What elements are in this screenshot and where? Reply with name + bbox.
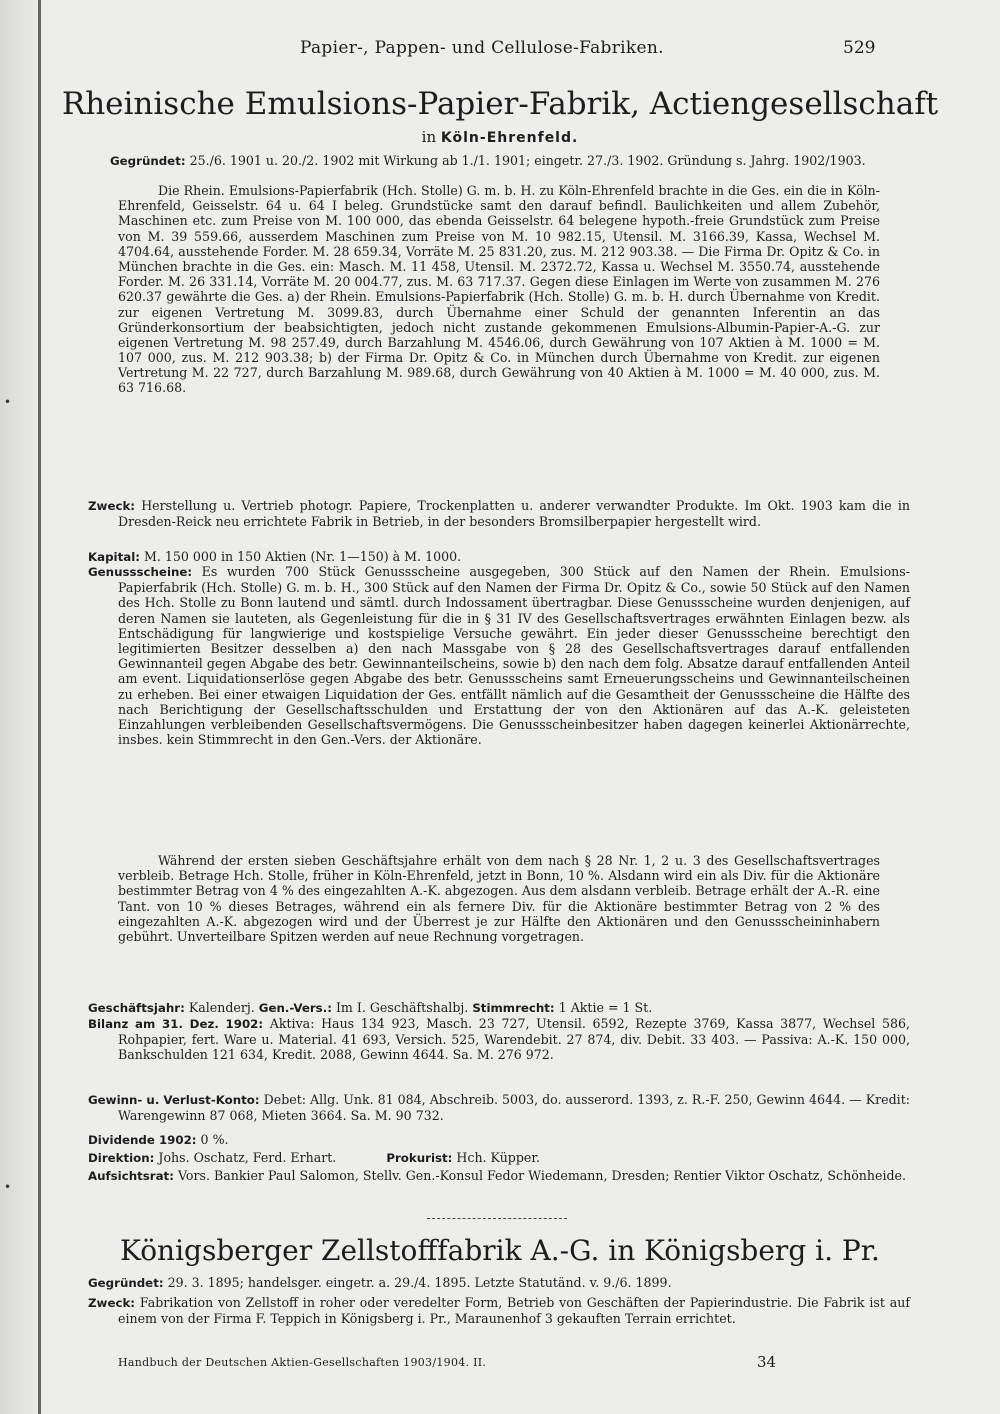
- company-title-1: Rheinische Emulsions-Papier-Fabrik, Actiengesellschaft: [61, 86, 939, 122]
- entry-genussscheine-1: Genussscheine: Es wurden 700 Stück Genussscheine ausgegeben, 300 Stück auf den Namen der Rhein. Emulsions-Papierfabrik (Hch. Stolle) G. m. b. H., 300 Stück auf den Namen der Firma Dr. Opitz & Co., sowie 50 Stück auf den Namen des Hch. Stolle zu Bonn lautend und sämtl. durch Indossament übertragbar. Diese Genussscheine wurden denjenigen, auf deren Namen sie lauteten, als Gegenleistung für die in § 31 IV des Gesellschaftsvertrages erwähnten Einlagen bezw. als Entschädigung für langwierige und kostspielige Versuche gewährt. Ein jeder dieser Genussscheine berechtigt den legitimierten Besitzer desselben a) den nach Massgabe von § 28 des Gesellschaftsvertrages darauf entfallenden Gewinnanteil gegen Abgabe des betr. Gewinnanteilscheins, sowie b) den nach dem folg. Absatze darauf entfallenden Anteil am event. Liquidationserlöse gegen Abgabe des betr. Genussscheins samt Erneuerungsscheins und Gewinnanteilscheinen zu erheben. Bei einer etwaigen Liquidation der Ges. entfällt nämlich auf die Gesamtheit der Genussscheine die Hälfte des nach Berichtigung der Gesellschaftsschulden und Erstattung der von den Aktionären auf das A.-K. geleisteten Einzahlungen verbleibenden Gesellschaftsvermögens. Die Genussscheinbesitzer haben dagegen keinerlei Aktionärrechte, insbes. kein Stimmrecht in den Gen.-Vers. der Aktionäre.: [88, 564, 910, 748]
- company-location-1: in Köln-Ehrenfeld.: [421, 128, 579, 146]
- entry-bilanz-1: Bilanz am 31. Dez. 1902: Aktiva: Haus 134 923, Masch. 23 727, Utensil. 6592, Rezepte 3769, Kassa 3877, Wechsel 586, Rohpapier, fert. Ware u. Material. 41 693, Versich. 525, Warendebit. 27 874, div. Debit. 33 403. — Passiva: A.-K. 150 000, Bankschulden 121 634, Kredit. 2088, Gewinn 4644. Sa. M. 276 972.: [88, 1016, 910, 1063]
- entry-direktion-1: Direktion: Johs. Oschatz, Ferd. Erhart. Prokurist: Hch. Küpper.: [88, 1150, 541, 1165]
- binding-edge: [38, 0, 41, 1414]
- margin-mark: •: [4, 395, 12, 409]
- entry-kapital-1: Kapital: M. 150 000 in 150 Aktien (Nr. 1—150) à M. 1000.: [88, 549, 462, 564]
- entry-geschaeftsjahr-1: Geschäftsjahr: Kalenderj. Gen.-Vers.: Im I. Geschäftshalbj. Stimmrecht: 1 Aktie = 1 St.: [88, 1000, 653, 1015]
- entry-gegruendet-2: Gegründet: 29. 3. 1895; handelsger. eingetr. a. 29./4. 1895. Letzte Statutänd. v. 9./6. 1899.: [88, 1275, 672, 1290]
- entry-gegruendet-1: Gegründet: 25./6. 1901 u. 20./2. 1902 mit Wirkung ab 1./1. 1901; eingetr. 27./3. 1902. Gründung s. Jahrg. 1902/1903.: [110, 153, 866, 168]
- entry-zweck-1: Zweck: Herstellung u. Vertrieb photogr. Papiere, Trockenplatten u. anderer verwandter Produkte. Im Okt. 1903 kam die in Dresden-Reick neu errichtete Fabrik in Betrieb, in der besonders Bromsilberpapier hergestellt wird.: [88, 498, 910, 530]
- entry-gewinn-verlust-1: Gewinn- u. Verlust-Konto: Debet: Allg. Unk. 81 084, Abschreib. 5003, do. ausserord. 1393, z. R.-F. 250, Gewinn 4644. — Kredit: Warengewinn 87 068, Mieten 3664. Sa. M. 90 732.: [88, 1092, 910, 1124]
- footer-sheet-number: 34: [757, 1353, 777, 1371]
- running-title: Papier-, Pappen- und Cellulose-Fabriken.: [300, 38, 664, 58]
- entry-dividende-1: Dividende 1902: 0 %.: [88, 1132, 229, 1147]
- page-number: 529: [843, 38, 876, 58]
- entry-gewinnverteilung-1: Während der ersten sieben Geschäftsjahre erhält von dem nach § 28 Nr. 1, 2 u. 3 des Gesellschaftsvertrages verbleib. Betrage Hch. Stolle, früher in Köln-Ehrenfeld, jetzt in Bonn, 10 %. Alsdann wird ein als Div. für die Aktionäre bestimmter Betrag von 4 % des eingezahlten A.-K. abgezogen. Aus dem alsdann verbleib. Betrage erhält der A.-R. eine Tant. von 10 % dieses Betrages, während ein als fernere Div. für die Aktionäre bestimmter Betrag von 2 % des eingezahlten A.-K. abgezogen wird und der Überrest je zur Hälfte den Aktionären und den Genussscheininhabern gebührt. Unverteilbare Spitzen werden auf neue Rechnung vorgetragen.: [118, 853, 880, 944]
- entry-aufsichtsrat-1: Aufsichtsrat: Vors. Bankier Paul Salomon, Stellv. Gen.-Konsul Fedor Wiedemann, Dresden; Rentier Viktor Oschatz, Schönheide.: [88, 1168, 907, 1183]
- margin-mark: •: [4, 1180, 12, 1194]
- footer-source: Handbuch der Deutschen Aktien-Gesellschaften 1903/1904. II.: [118, 1356, 487, 1369]
- entry-history-1: Die Rhein. Emulsions-Papierfabrik (Hch. Stolle) G. m. b. H. zu Köln-Ehrenfeld brachte in die Ges. ein die in Köln-Ehrenfeld, Geisselstr. 64 u. 64 I beleg. Grundstücke samt den darauf befindl. Baulichkeiten und allem Zubehör, Maschinen etc. zum Preise von M. 100 000, das ebenda Geisselstr. 64 belegene hypoth.-freie Grundstück zum Preise von M. 39 559.66, ausserdem Maschinen zum Preise von M. 10 982.15, Utensil. M. 3166.39, Kassa, Wechsel M. 4704.64, ausstehende Forder. M. 28 659.34, Vorräte M. 25 831.20, zus. M. 212 903.38. — Die Firma Dr. Opitz & Co. in München brachte in die Ges. ein: Masch. M. 11 458, Utensil. M. 2372.72, Kassa u. Wechsel M. 3550.74, ausstehende Forder. M. 26 331.14, Vorräte M. 20 004.77, zus. M. 63 717.37. Gegen diese Einlagen im Werte von zusammen M. 276 620.37 gewährte die Ges. a) der Rhein. Emulsions-Papierfabrik (Hch. Stolle) G. m. b. H. durch Übernahme von Kredit. zur eigenen Vertretung M. 3099.83, durch Übernahme einer Schuld der genannten Inferentin an das Gründerkonsortium der beabsichtigten, jedoch nicht zustande gekommenen Emulsions-Albumin-Papier-A.-G. zur eigenen Vertretung M. 98 257.49, durch Barzahlung M. 4546.06, durch Gewährung von 107 Aktien à M. 1000 = M. 107 000, zus. M. 212 903.38; b) der Firma Dr. Opitz & Co. in München durch Übernahme von Kredit. zur eigenen Vertretung M. 22 727, durch Barzahlung M. 989.68, durch Gewährung von 40 Aktien à M. 1000 = M. 40 000, zus. M. 63 716.68.: [118, 183, 880, 396]
- entry-zweck-2: Zweck: Fabrikation von Zellstoff in roher oder veredelter Form, Betrieb von Geschäften der Papierindustrie. Die Fabrik ist auf einem von der Firma F. Teppich in Königsberg i. Pr., Maraunenhof 3 gekauften Terrain errichtet.: [88, 1295, 910, 1327]
- company-title-2: Königsberger Zellstofffabrik A.-G. in Königsberg i. Pr.: [120, 1234, 880, 1267]
- section-divider: [427, 1218, 567, 1219]
